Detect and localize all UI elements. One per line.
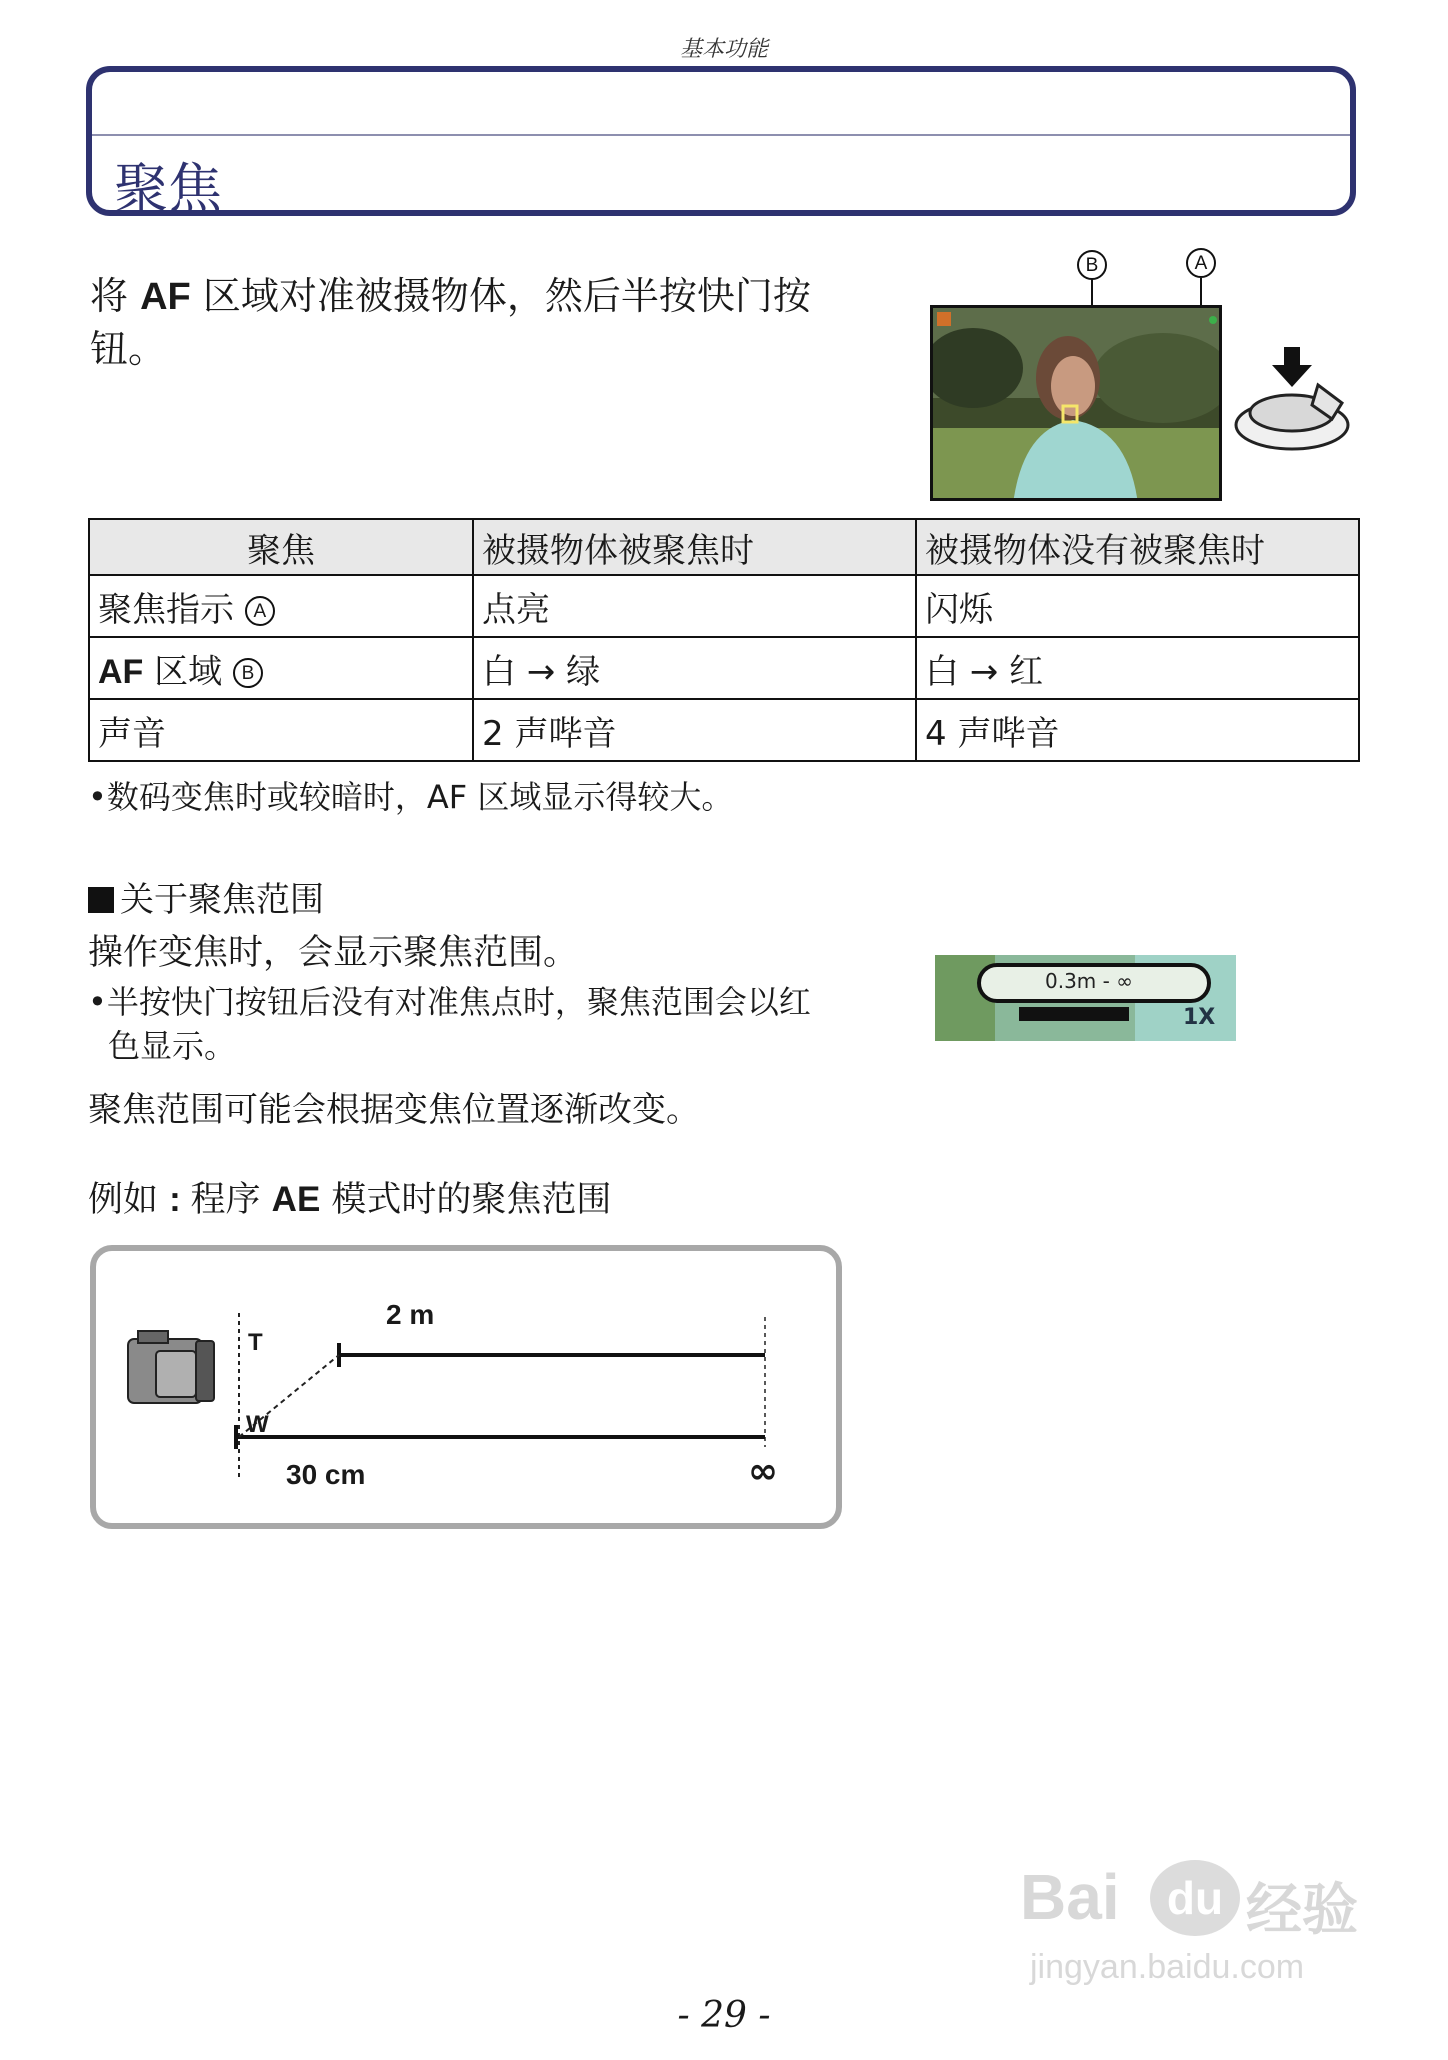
table-cell: AF 区域 B [89,637,473,699]
label-2m: 2 m [386,1299,435,1330]
table-cell: 2 声哔音 [473,699,916,761]
focus-range-heading: 关于聚焦范围 [88,872,324,921]
focus-range-lcd-image [935,955,1236,1041]
portrait-illustration [933,308,1222,501]
square-bullet-icon [88,887,114,913]
label-infinity: ∞ [748,1451,778,1492]
table-header-row [89,519,1359,575]
label-30cm: 30 cm [286,1459,366,1490]
paw-icon: du [1150,1860,1240,1936]
table-cell: 声音 [89,699,473,761]
table-cell: 聚焦指示 A [89,575,473,637]
section-label: 基本功能 [679,37,768,62]
table-cell: 4 声哔音 [916,699,1359,761]
table-row [89,637,1359,699]
callout-a: A [1186,248,1216,278]
table-header: 被摄物体没有被聚焦时 [916,519,1359,575]
shutter-button-icon [1232,345,1352,455]
wide-label: W [246,1411,269,1438]
callout-b: B [1077,250,1107,280]
lead-instruction: 将 AF 区域对准被摄物体，然后半按快门按 钮。 [90,274,811,371]
focus-status-table [88,518,1360,762]
focus-range-diagram [90,1245,842,1529]
table-header: 聚焦 [89,519,473,575]
camera-screen-photo [930,305,1222,501]
lcd-range-text: 0.3m - ∞ [1045,969,1133,993]
focus-range-note: •半按快门按钮后没有对准焦点时，聚焦范围会以红 色显示。 [88,983,811,1065]
focus-range-change-note: 聚焦范围可能会根据变焦位置逐渐改变。 [88,1090,700,1130]
camera-icon [128,1331,214,1403]
digital-zoom-note: •数码变焦时或较暗时，AF 区域显示得较大。 [88,778,734,816]
lcd-zoom-text: 1X [1183,1005,1216,1030]
table-row [89,699,1359,761]
title-box [86,66,1356,220]
baidu-watermark: Bai du 经验 jingyan.baidu.com [1020,1861,1358,1986]
callout-b-mark: B [233,658,263,688]
title-divider [92,134,1350,136]
table-cell: 点亮 [473,575,916,637]
table-cell: 闪烁 [916,575,1359,637]
focus-range-lead: 操作变焦时，会显示聚焦范围。 [88,933,579,973]
page-title: 聚焦 [114,157,222,220]
table-header: 被摄物体被聚焦时 [473,519,916,575]
page-number: - 29 - [677,1995,771,2036]
table-cell: 白 → 绿 [473,637,916,699]
tele-label: T [248,1329,263,1356]
table-row [89,575,1359,637]
table-cell: 白 → 红 [916,637,1359,699]
example-heading: 例如 : 程序 AE 模式时的聚焦范围 [88,1180,612,1220]
callout-a-mark: A [245,596,275,626]
